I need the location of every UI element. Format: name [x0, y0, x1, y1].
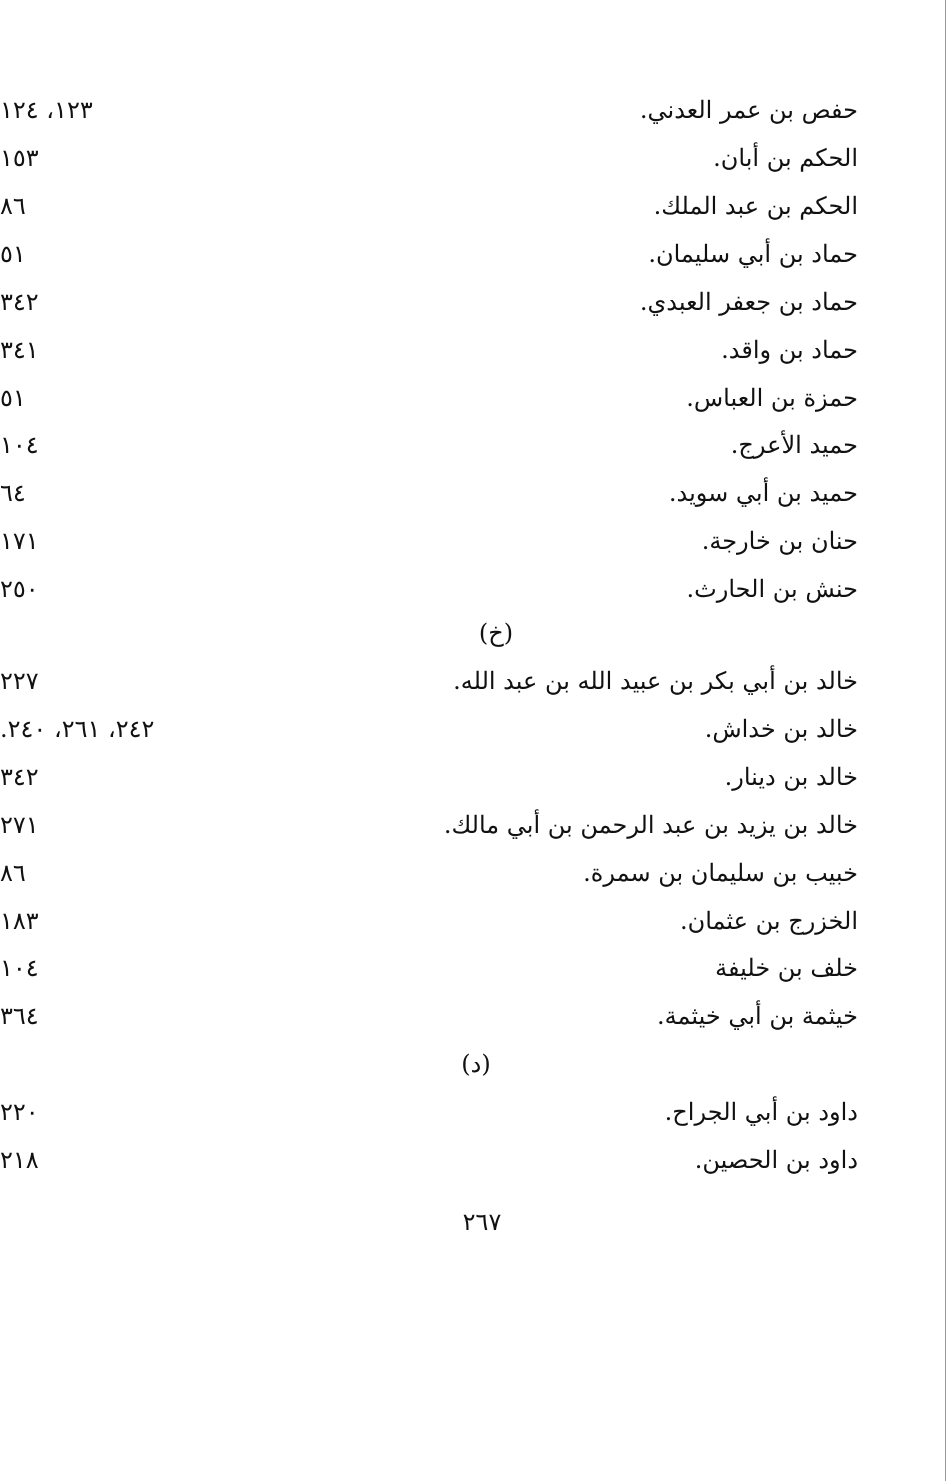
- entry-name: حماد بن جعفر العبدي.: [639, 288, 858, 316]
- index-entry: [0, 186, 948, 226]
- entry-name: حماد بن واقد.: [721, 336, 858, 364]
- entry-pages: ٣٤٢: [0, 288, 39, 316]
- index-entry: [0, 330, 948, 370]
- entry-pages: ٣٤٢: [0, 763, 39, 791]
- index-entry: [0, 569, 948, 609]
- entry-name: خيثمة بن أبي خيثمة.: [657, 1002, 858, 1030]
- index-entry: [0, 234, 948, 274]
- index-entry: [0, 996, 948, 1036]
- entry-name: الحكم بن أبان.: [713, 144, 858, 172]
- index-entry: [0, 709, 948, 749]
- index-entry: [0, 425, 948, 465]
- section-heading-dal: (د): [461, 1050, 491, 1078]
- index-entry: [0, 473, 948, 513]
- entry-name: خبيب بن سليمان بن سمرة.: [583, 859, 858, 887]
- index-entry: [0, 853, 948, 893]
- entry-pages: ٢٢٧: [0, 667, 39, 695]
- entry-name: داود بن الحصين.: [694, 1146, 858, 1174]
- index-entry: [0, 521, 948, 561]
- entry-name: حنان بن خارجة.: [701, 527, 858, 555]
- entry-pages: ١٠٤: [0, 954, 39, 982]
- entry-pages: ١٥٣: [0, 144, 39, 172]
- entry-pages: ٢٥٠: [0, 575, 39, 603]
- entry-pages: ٢٤٢، ٢٦١، ٢٤٠.: [0, 715, 155, 743]
- entry-pages: ٥١: [0, 240, 26, 268]
- page-number: ٢٦٧: [462, 1208, 502, 1236]
- entry-name: خالد بن أبي بكر بن عبيد الله بن عبد الله.: [453, 667, 858, 695]
- entry-pages: ١٧١: [0, 527, 39, 555]
- index-entry: [0, 90, 948, 130]
- index-entry: [0, 1092, 948, 1132]
- entry-name: حميد بن أبي سويد.: [668, 479, 858, 507]
- entry-name: خالد بن دينار.: [724, 763, 858, 791]
- entry-pages: ٣٤١: [0, 336, 39, 364]
- entry-name: داود بن أبي الجراح.: [664, 1098, 858, 1126]
- entry-pages: ١٨٣: [0, 907, 39, 935]
- entry-pages: ٥١: [0, 384, 26, 412]
- entry-name: الحكم بن عبد الملك.: [653, 192, 858, 220]
- entry-name: حميد الأعرج.: [730, 431, 858, 459]
- entry-name: خالد بن خداش.: [704, 715, 858, 743]
- index-entry: [0, 282, 948, 322]
- index-entry: [0, 757, 948, 797]
- entry-pages: ٢١٨: [0, 1146, 39, 1174]
- section-heading-kha: (خ): [478, 619, 514, 647]
- entry-pages: ١٢٣، ١٢٤: [0, 96, 93, 124]
- entry-pages: ٨٦: [0, 859, 26, 887]
- entry-pages: ٢٢٠: [0, 1098, 39, 1126]
- entry-pages: ٢٧١: [0, 811, 39, 839]
- entry-pages: ٨٦: [0, 192, 26, 220]
- entry-pages: ٦٤: [0, 479, 26, 507]
- index-entry: [0, 138, 948, 178]
- entry-name: حماد بن أبي سليمان.: [648, 240, 858, 268]
- entry-name: حمزة بن العباس.: [686, 384, 858, 412]
- index-entry: [0, 661, 948, 701]
- index-entry: [0, 378, 948, 418]
- entry-name: حفص بن عمر العدني.: [639, 96, 858, 124]
- entry-name: خلف بن خليفة: [715, 954, 858, 982]
- entry-name: الخزرج بن عثمان.: [679, 907, 858, 935]
- index-entry: [0, 948, 948, 988]
- entry-pages: ٣٦٤: [0, 1002, 39, 1030]
- index-entry: [0, 1140, 948, 1180]
- entry-name: حنش بن الحارث.: [686, 575, 858, 603]
- index-entry: [0, 805, 948, 845]
- entry-pages: ١٠٤: [0, 431, 39, 459]
- entry-name: خالد بن يزيد بن عبد الرحمن بن أبي مالك.: [443, 811, 858, 839]
- index-entry: [0, 901, 948, 941]
